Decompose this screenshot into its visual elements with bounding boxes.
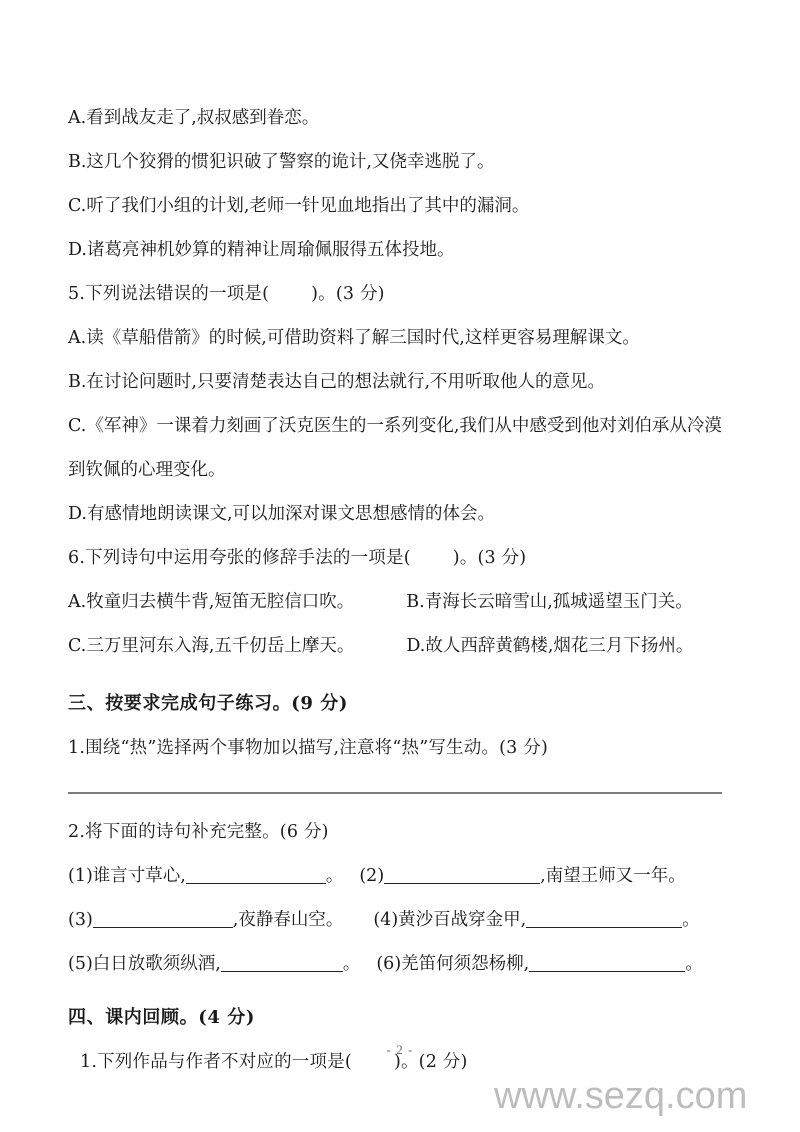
poem-2-label: (2) xyxy=(359,866,385,886)
watermark xyxy=(494,1075,747,1118)
q6-options-row-2 xyxy=(68,624,732,668)
poem-row-2 xyxy=(68,898,732,942)
q4-option-a xyxy=(68,96,732,140)
q4-option-c-text: C.听了我们小组的计划,老师一针见血地指出了其中的漏洞。 xyxy=(68,196,530,216)
q6-option-c-text: C.三万里河东入海,五千仞岳上摩天。 xyxy=(68,636,355,656)
poem-3-label: (3) xyxy=(68,910,93,930)
poem-5-label: (5) xyxy=(68,954,93,974)
poem-row-1 xyxy=(68,854,732,898)
q6-options-row-1 xyxy=(68,580,732,624)
q6-option-b-text: B.青海长云暗雪山,孤城遥望玉门关。 xyxy=(406,592,693,612)
q5-option-c-text: C.《军神》一课着力刻画了沃克医生的一系列变化,我们从中感受到他对刘伯承从冷漠到钦佩的心理变化。 xyxy=(68,416,722,480)
section-3-q2 xyxy=(68,810,732,854)
answer-writing-rule[interactable] xyxy=(68,792,722,794)
q6-stem-after: )。(3 分) xyxy=(452,548,527,568)
section-4-heading-text: 四、课内回顾。(4 分) xyxy=(68,1007,256,1028)
section-4-q1-before: 1.下列作品与作者不对应的一项是( xyxy=(80,1052,352,1072)
poem-6-before: 羌笛何须怨杨柳, xyxy=(401,954,530,974)
q5-option-a xyxy=(68,316,732,360)
q6-stem xyxy=(68,536,732,580)
poem-4-label: (4) xyxy=(373,910,399,930)
q5-option-c xyxy=(68,404,732,492)
poem-1-before: 谁言寸草心, xyxy=(92,866,186,886)
poem-4-blank[interactable] xyxy=(526,910,682,928)
section-3-heading-text: 三、按要求完成句子练习。(9 分) xyxy=(68,693,349,714)
section-4-q1-after: )。(2 分) xyxy=(393,1052,468,1072)
poem-6-label: (6) xyxy=(376,954,402,974)
poem-3-blank[interactable] xyxy=(93,910,233,928)
section-3-q1 xyxy=(68,726,732,770)
q5-stem-after: )。(3 分) xyxy=(311,284,385,304)
q5-option-b-text: B.在讨论问题时,只要清楚表达自己的想法就行,不用听取他人的意见。 xyxy=(68,372,606,392)
q5-option-d xyxy=(68,492,732,536)
q6-option-a-text: A.牧童归去横牛背,短笛无腔信口吹。 xyxy=(68,592,355,612)
poem-5-after: 。 xyxy=(342,954,361,974)
page-number-text: - 2 - xyxy=(386,1042,414,1057)
q4-option-d-text: D.诸葛亮神机妙算的精神让周瑜佩服得五体投地。 xyxy=(68,240,455,260)
q4-option-c xyxy=(68,184,732,228)
poem-4-after: 。 xyxy=(682,910,700,930)
poem-3-after: ,夜静春山空。 xyxy=(232,910,344,930)
poem-6-after: 。 xyxy=(685,954,703,974)
poem-1-after: 。 xyxy=(325,866,344,886)
watermark-text: www.sezq.com xyxy=(494,1075,748,1117)
section-3-q2-text: 2.将下面的诗句补充完整。(6 分) xyxy=(68,822,329,842)
q4-option-d xyxy=(68,228,732,272)
poem-5-before: 白日放歌须纵酒, xyxy=(92,954,221,974)
poem-6-blank[interactable] xyxy=(529,954,685,972)
q5-stem xyxy=(68,272,732,316)
q5-option-d-text: D.有感情地朗读课文,可以加深对课文思想感情的体会。 xyxy=(68,504,496,524)
poem-4-before: 黄沙百战穿金甲, xyxy=(398,910,527,930)
q5-option-b xyxy=(68,360,732,404)
poem-1-blank[interactable] xyxy=(186,866,326,884)
poem-2-after: ,南望王师又一年。 xyxy=(540,866,686,886)
section-3-q1-text: 1.围绕“热”选择两个事物加以描写,注意将“热”写生动。(3 分) xyxy=(68,738,548,758)
page-number xyxy=(0,1042,800,1058)
q4-option-a-text: A.看到战友走了,叔叔感到眷恋。 xyxy=(68,108,320,128)
q4-option-b-text: B.这几个狡猾的惯犯识破了警察的诡计,又侥幸逃脱了。 xyxy=(68,152,495,172)
q6-option-d-text: D.故人西辞黄鹤楼,烟花三月下扬州。 xyxy=(406,636,694,656)
section-3-heading xyxy=(68,682,732,726)
poem-5-blank[interactable] xyxy=(221,954,343,972)
q4-option-b xyxy=(68,140,732,184)
q6-stem-before: 6.下列诗句中运用夸张的修辞手法的一项是( xyxy=(68,548,411,568)
section-4-heading xyxy=(68,996,732,1040)
poem-row-3 xyxy=(68,942,732,986)
q5-option-a-text: A.读《草船借箭》的时候,可借助资料了解三国时代,这样更容易理解课文。 xyxy=(68,328,640,348)
q5-stem-before: 5.下列说法错误的一项是( xyxy=(68,284,270,304)
poem-1-label: (1) xyxy=(68,866,93,886)
page-content xyxy=(68,96,732,1084)
poem-2-blank[interactable] xyxy=(384,866,540,884)
